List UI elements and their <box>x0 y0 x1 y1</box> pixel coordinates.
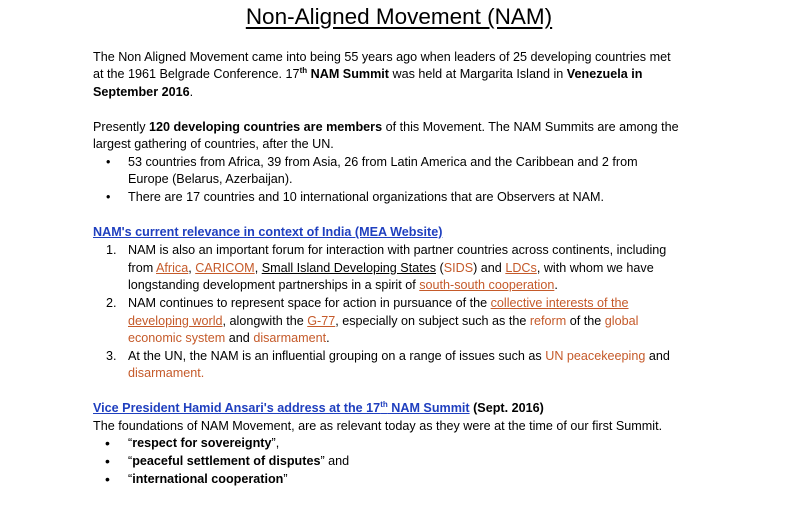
caricom-link[interactable]: CARICOM <box>195 261 255 275</box>
bullet-marker: • <box>105 435 110 451</box>
relevance-item-3-line-2 <box>128 365 204 383</box>
address-bullet-1: “respect for sovereignty”, <box>128 436 280 450</box>
relevance-item-1-line-3: longstanding development partnerships in a spirit of south-south cooperation. <box>128 278 558 292</box>
relevance-item-2-line-1: NAM continues to represent space for action in pursuance of the collective interests of the <box>128 296 629 310</box>
address-heading-link[interactable]: Vice President Hamid Ansari's address at the 17th NAM Summit <box>93 399 470 415</box>
intro-line-2: at the 1961 Belgrade Conference. 17th NAM Summit was held at Margarita Island in Venezuela in <box>93 65 643 81</box>
relevance-item-1-line-2: from Africa, CARICOM, Small Island Developing States (SIDS) and LDCs, with whom we have <box>128 261 654 275</box>
address-heading: Vice President Hamid Ansari's address at the 17th NAM Summit (Sept. 2016) <box>93 399 544 415</box>
list-number: 1. <box>106 243 117 257</box>
relevance-item-1-line-1: NAM is also an important forum for interaction with partner countries across continents, including <box>128 243 667 257</box>
address-line-1: The foundations of NAM Movement, are as relevant today as they were at the time of our first Summit. <box>93 419 663 433</box>
reform-link[interactable]: reform <box>529 314 567 328</box>
members-line-2: largest gathering of countries, after the UN. <box>93 137 334 151</box>
bullet-marker: • <box>105 453 110 469</box>
bullet-marker: • <box>105 471 110 487</box>
g77-link[interactable]: G-77 <box>307 314 336 328</box>
page-title: Non-Aligned Movement (NAM) <box>245 4 553 29</box>
developing-world-link[interactable]: developing world <box>128 314 223 328</box>
relevance-item-2-line-3: economic system and disarmament. <box>128 331 330 345</box>
un-peacekeeping-link[interactable]: UN peacekeeping <box>545 349 646 363</box>
relevance-heading-link[interactable]: NAM's current relevance in context of India (MEA Website) <box>93 225 443 239</box>
list-number: 3. <box>106 349 117 363</box>
list-number: 2. <box>106 296 117 310</box>
members-bullet-2: There are 17 countries and 10 international organizations that are Observers at NAM. <box>128 190 605 204</box>
global-link[interactable]: global <box>604 314 639 328</box>
africa-link[interactable]: Africa <box>156 261 189 275</box>
relevance-item-2-line-2: developing world, alongwith the G-77, especially on subject such as the reform of the global <box>128 314 639 328</box>
disarmament-link[interactable]: disarmament. <box>128 366 205 380</box>
members-bullet-1-line-1: 53 countries from Africa, 39 from Asia, 26 from Latin America and the Caribbean and 2 from <box>128 155 638 169</box>
bullet-marker: • <box>106 190 111 204</box>
south-south-cooperation-link[interactable]: south-south cooperation <box>419 278 555 292</box>
members-bullet-1-line-2: Europe (Belarus, Azerbaijan). <box>128 172 293 186</box>
address-bullet-3: “international cooperation” <box>128 472 288 486</box>
intro-line-1: The Non Aligned Movement came into being 55 years ago when leaders of 25 developing countries met <box>93 50 671 64</box>
sids-abbrev: SIDS <box>443 261 474 275</box>
members-line-1: Presently 120 developing countries are members of this Movement. The NAM Summits are among the <box>93 120 679 134</box>
disarmament-link[interactable]: disarmament <box>253 331 327 345</box>
relevance-item-3-line-1: At the UN, the NAM is an influential grouping on a range of issues such as UN peacekeeping and <box>128 349 670 363</box>
bullet-marker: • <box>106 155 111 169</box>
economic-system-link[interactable]: economic system <box>128 331 226 345</box>
collective-interests-link[interactable]: collective interests of the <box>490 296 629 310</box>
address-bullet-2: “peaceful settlement of disputes” and <box>128 454 350 468</box>
ldcs-link[interactable]: LDCs <box>505 261 537 275</box>
intro-line-3: September 2016. <box>93 85 194 99</box>
sids-link[interactable]: Small Island Developing States <box>261 261 436 275</box>
